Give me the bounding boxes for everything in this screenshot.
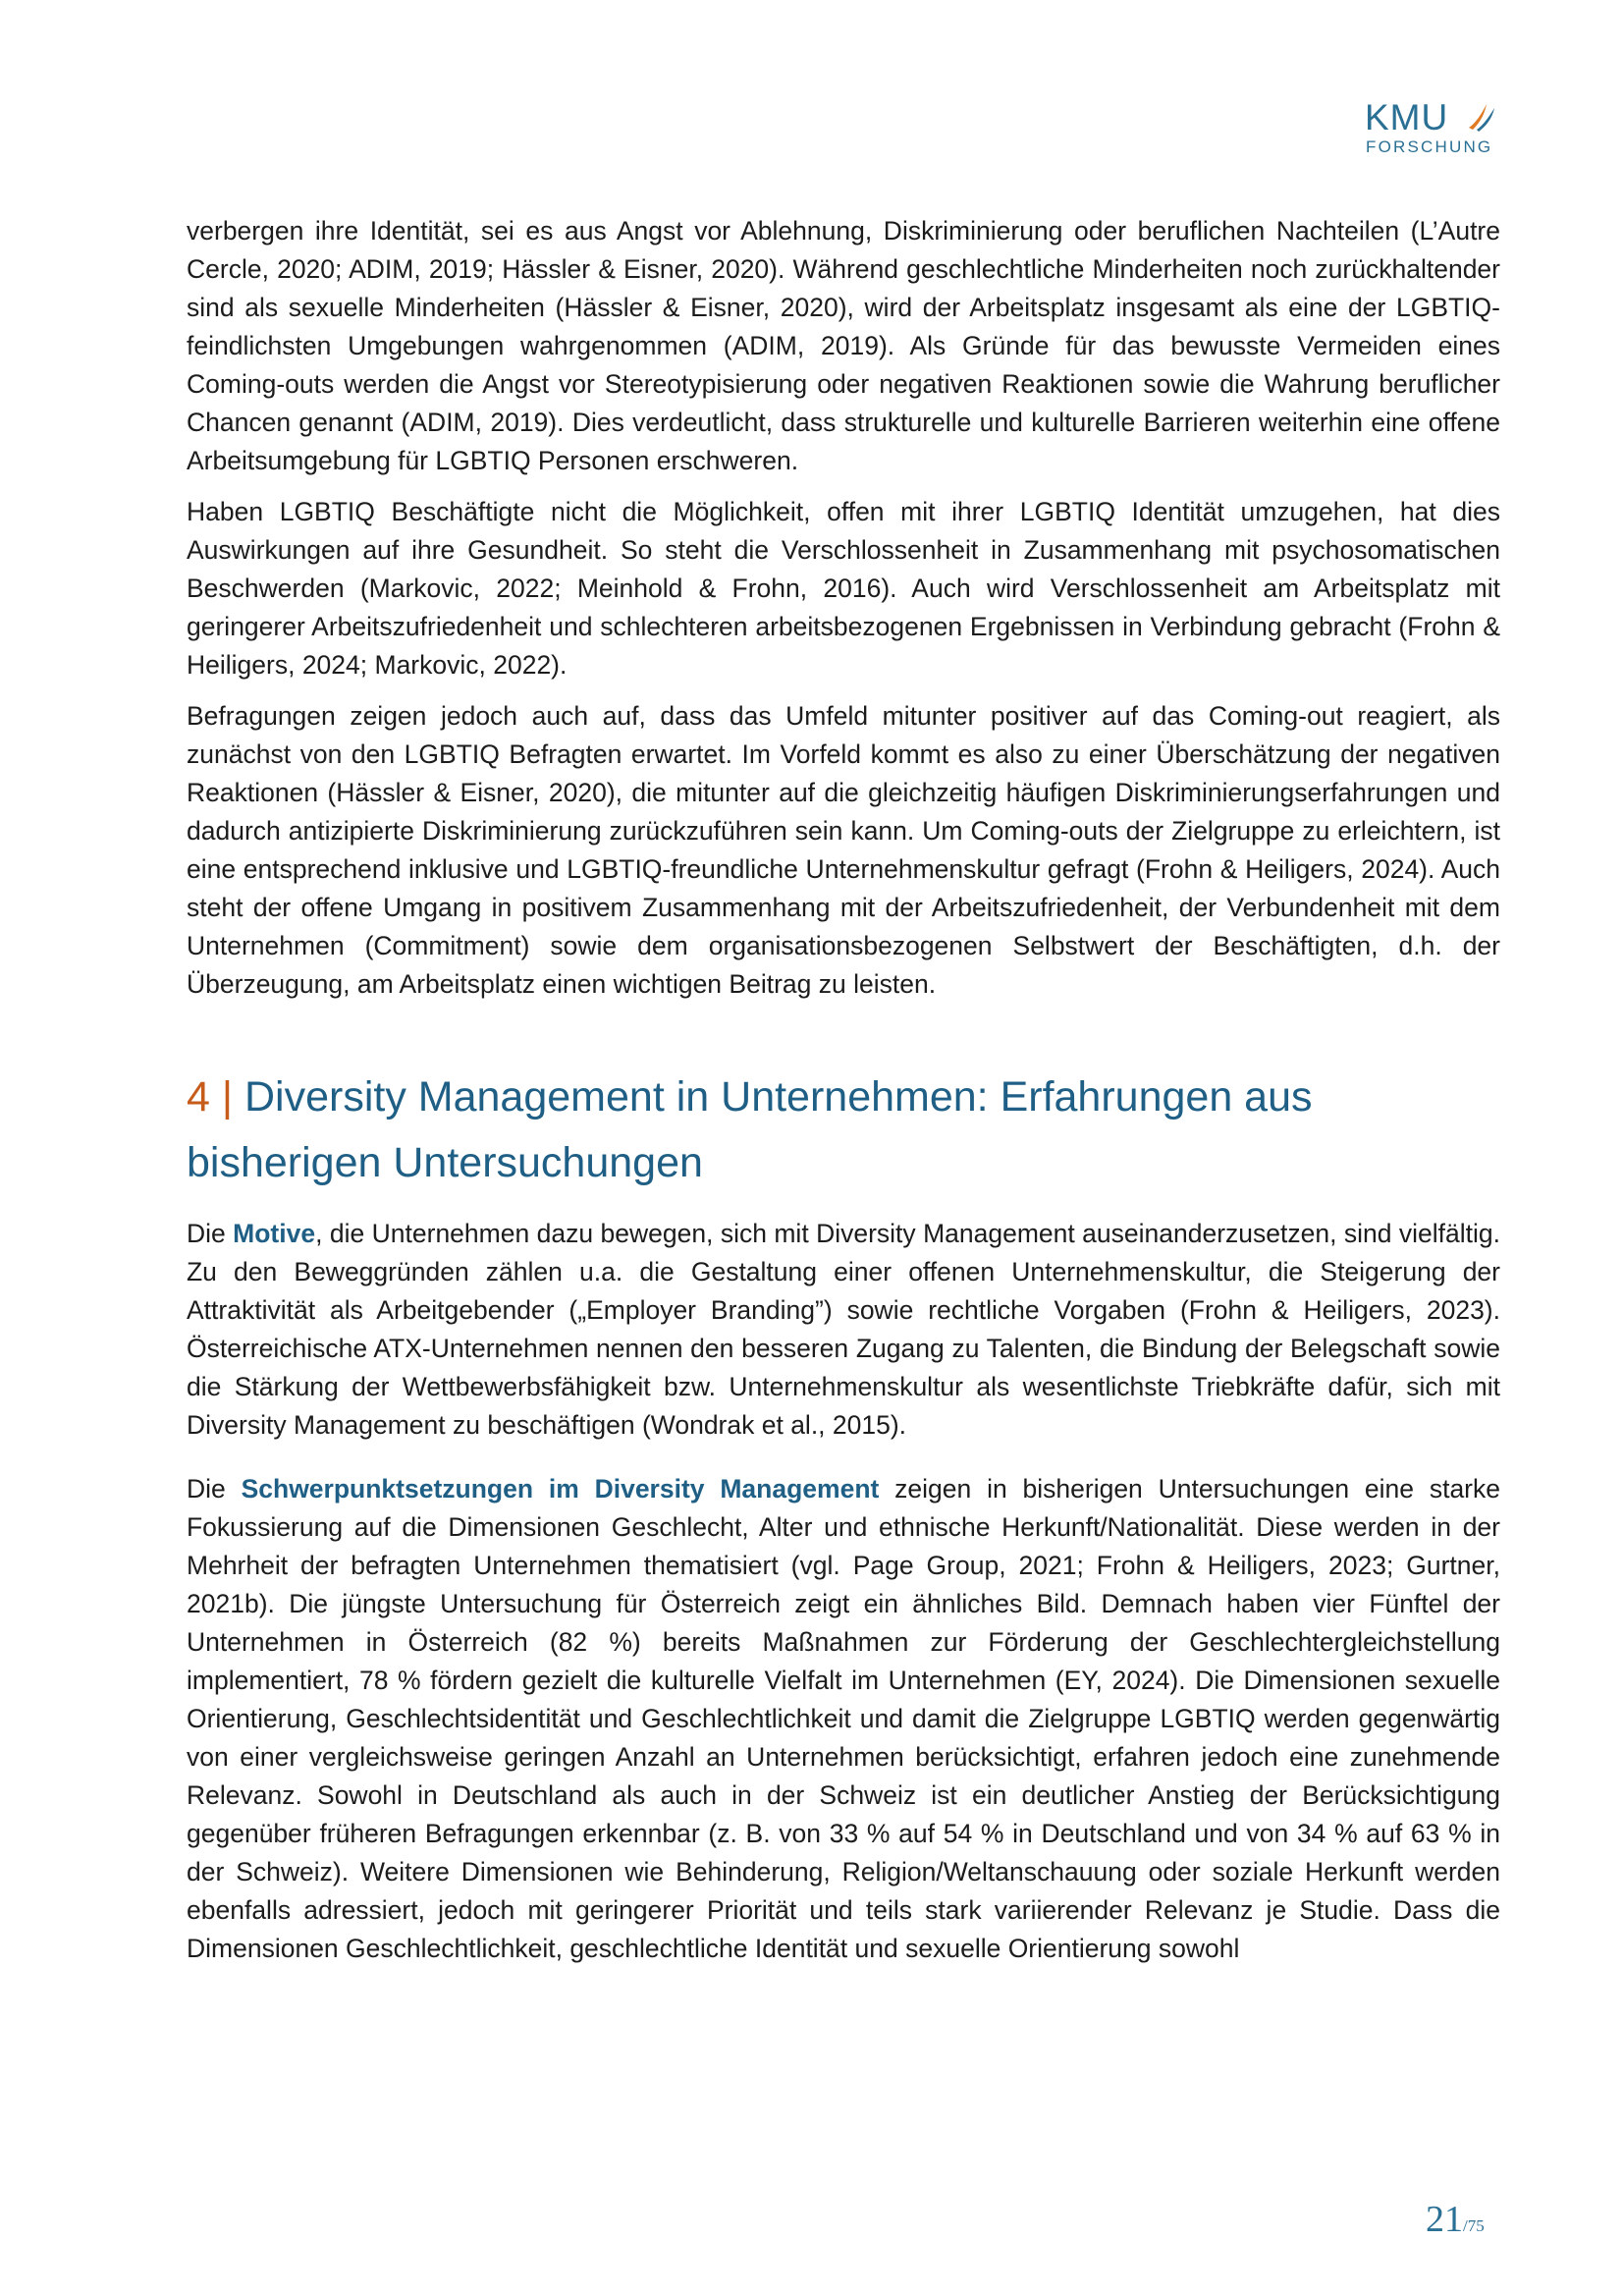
section-title: Diversity Management in Unternehmen: Erfahrungen aus bisherigen Untersuchungen [187, 1073, 1313, 1186]
paragraph-1: verbergen ihre Identität, sei es aus Angst vor Ablehnung, Diskriminierung oder beruflichen Nachteilen (L’Autre Cercle, 2020; ADIM, 2019; Hässler & Eisner, 2020). Während geschlechtliche Minderheiten noch zurückhaltender sind als sexuelle Minderheiten (Hässler & Eisner, 2020), wird der Arbeitsplatz insgesamt als eine der LGBTIQ-feindlichsten Umgebungen wahrgenommen (ADIM, 2019). Als Gründe für das bewusste Vermeiden eines Coming-outs werden die Angst vor Stereotypisierung oder negativen Reaktionen sowie die Wahrung beruflicher Chancen genannt (ADIM, 2019). Dies verdeutlicht, dass strukturelle und kulturelle Barrieren weiterhin eine offene Arbeitsumgebung für LGBTIQ Personen erschweren. [187, 216, 1500, 475]
page-current: 21 [1426, 2199, 1463, 2240]
logo-swoosh-icon [1465, 100, 1498, 134]
paragraph-2: Haben LGBTIQ Beschäftigte nicht die Möglichkeit, offen mit ihrer LGBTIQ Identität umzugehen, hat dies Auswirkungen auf ihre Gesundheit. So steht die Verschlossenheit in Zusammenhang mit psychosomatischen Beschwerden (Markovic, 2022; Meinhold & Frohn, 2016). Auch wird Verschlossenheit am Arbeitsplatz mit geringerer Arbeitszufriedenheit und schlechteren arbeitsbezogenen Ergebnissen in Verbindung gebracht (Frohn & Heiligers, 2024; Markovic, 2022). [187, 497, 1500, 680]
page-body [187, 212, 1500, 1968]
section-number: 4 [187, 1073, 210, 1121]
page-separator: / [1463, 2216, 1468, 2235]
paragraph-schwerpunkt [187, 1470, 1500, 1968]
paragraph-3: Befragungen zeigen jedoch auch auf, dass das Umfeld mitunter positiver auf das Coming-out reagiert, als zunächst von den LGBTIQ Befragten erwartet. Im Vorfeld kommt es also zu einer Überschätzung der negativen Reaktionen (Hässler & Eisner, 2020), die mitunter auf die gleichzeitig häufigen Diskriminierungserfahrungen und dadurch antizipierte Diskriminierung zurückzuführen sein kann. Um Coming-outs der Zielgruppe zu erleichtern, ist eine entsprechend inklusive und LGBTIQ-freundliche Unternehmenskultur gefragt (Frohn & Heiligers, 2024). Auch steht der offene Umgang in positivem Zusammenhang mit der Arbeitszufriedenheit, der Verbundenheit mit dem Unternehmen (Commitment) sowie dem organisationsbezogenen Selbstwert der Beschäftigten, d.h. der Überzeugung, am Arbeitsplatz einen wichtigen Beitrag zu leisten. [187, 701, 1500, 999]
paragraph-text: , die Unternehmen dazu bewegen, sich mit Diversity Management auseinanderzusetzen, sind vielfältig. Zu den Beweggründen zählen u.a. die Gestaltung einer offenen Unternehmenskultur, die Steigerung der Attraktivität als Arbeitgebender („Employer Branding”) sowie rechtliche Vorgaben (Frohn & Heiligers, 2023). Österreichische ATX-Unternehmen nennen den besseren Zugang zu Talenten, die Bindung der Belegschaft sowie die Stärkung der Wettbewerbsfähigkeit bzw. Unternehmenskultur als wesentlichste Triebkräfte dafür, sich mit Diversity Management zu beschäftigen (Wondrak et al., 2015). [187, 1219, 1500, 1440]
section-separator: | [221, 1073, 234, 1121]
paragraph-prefix: Die [187, 1474, 242, 1503]
paragraph-motive [187, 1215, 1500, 1445]
page-total: 75 [1467, 2216, 1485, 2235]
logo-text-forschung: FORSCHUNG [1366, 137, 1493, 156]
highlight-motive: Motive [233, 1219, 316, 1248]
section-heading [187, 1065, 1500, 1196]
logo-text-kmu: KMU [1365, 97, 1449, 137]
paragraph-text: zeigen in bisherigen Untersuchungen eine starke Fokussierung auf die Dimensionen Geschlecht, Alter und ethnische Herkunft/Nationalität. Diese werden in der Mehrheit der befragten Unternehmen thematisiert (vgl. Page Group, 2021; Frohn & Heiligers, 2023; Gurtner, 2021b). Die jüngste Untersuchung für Österreich zeigt ein ähnliches Bild. Demnach haben vier Fünftel der Unternehmen in Österreich (82 %) bereits Maßnahmen zur Förderung der Geschlechtergleichstellung implementiert, 78 % fördern gezielt die kulturelle Vielfalt im Unternehmen (EY, 2024). Die Dimensionen sexuelle Orientierung, Geschlechtsidentität und Geschlechtlichkeit und damit die Zielgruppe LGBTIQ werden gegenwärtig von einer vergleichsweise geringen Anzahl an Unternehmen berücksichtigt, erfahren jedoch eine zunehmende Relevanz. Sowohl in Deutschland als auch in der Schweiz ist ein deutlicher Anstieg der Berücksichtigung gegenüber früheren Befragungen erkennbar (z. B. von 33 % auf 54 % in Deutschland und von 34 % auf 63 % in der Schweiz). Weitere Dimensionen wie Behinderung, Religion/Weltanschauung oder soziale Herkunft werden ebenfalls adressiert, jedoch mit geringerer Priorität und teils stark variierender Relevanz je Studie. Dass die Dimensionen Geschlechtlichkeit, geschlechtliche Identität und sexuelle Orientierung sowohl [187, 1474, 1500, 1963]
highlight-schwerpunkt: Schwerpunktsetzungen im Diversity Management [241, 1474, 880, 1503]
kmu-forschung-logo [1365, 98, 1502, 167]
page-number [1426, 2198, 1485, 2241]
paragraph-prefix: Die [187, 1219, 234, 1248]
